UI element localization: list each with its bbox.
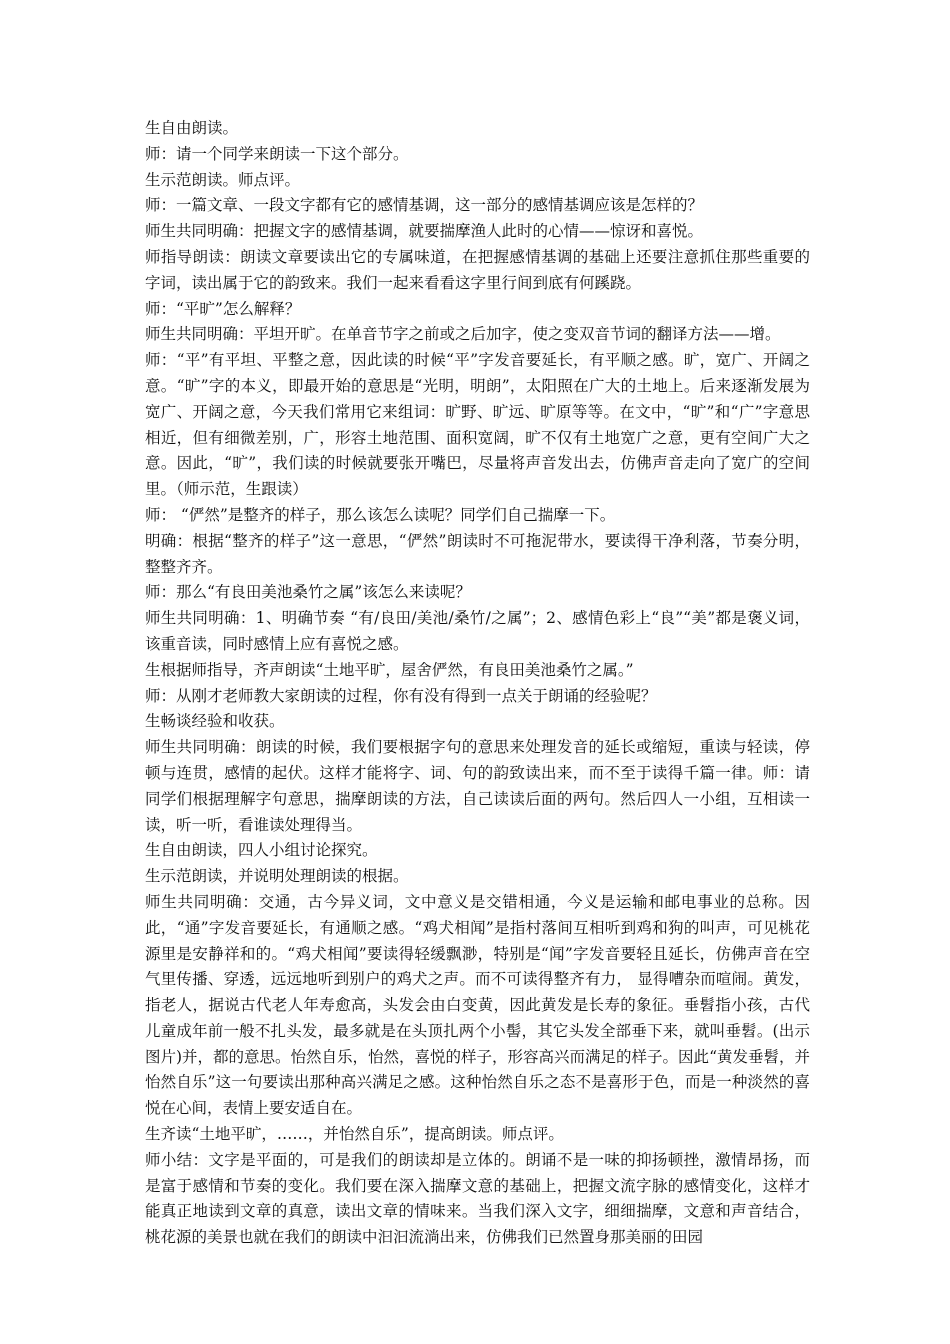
- paragraph: 师生共同明确：平坦开旷。在单音节字之前或之后加字，使之变双音节词的翻译方法——增。: [145, 325, 781, 344]
- paragraph: 师：“平”有平坦、平整之意，因此读的时候“平”字发音要延长，有平顺之感。旷，宽广、开阔之意。“旷”字的本义，即最开始的意思是“光明，明朗”，太阳照在广大的土地上。后来逐渐发展为宽广、开阔之意，今天我们常用它来组词：旷野、旷远、旷原等等。在文中，“旷”和“广”字意思相近，但有细微差别，广，形容土地范围、面积宽阔，旷不仅有土地宽广之意，更有空间广大之意。因此，“旷”，我们读的时候就要张开嘴巴，尽量将声音发出去，仿佛声音走向了宽广的空间里。（师示范，生跟读）: [145, 351, 810, 499]
- paragraph: 生根据师指导，齐声朗读“土地平旷，屋舍俨然，有良田美池桑竹之属。”: [145, 660, 634, 679]
- paragraph: 生示范朗读。师点评。: [145, 170, 301, 189]
- paragraph: 师： “俨然”是整齐的样子，那么该怎么读呢？同学们自己揣摩一下。: [145, 505, 616, 524]
- paragraph: 生齐读“土地平旷，……，并怡然自乐”，提高朗读。师点评。: [145, 1125, 564, 1144]
- paragraph: 生自由朗读，四人小组讨论探究。: [145, 841, 378, 860]
- paragraph: 师生共同明确：1、明确节奏 “有/良田/美池/桑竹/之属”；2、感情色彩上“良”“美”都是褒义词，该重音读，同时感情上应有喜悦之感。: [145, 609, 810, 653]
- paragraph: 师指导朗读：朗读文章要读出它的专属味道，在把握感情基调的基础上还要注意抓住那些重要的字词，读出属于它的韵致来。我们一起来看看这字里行间到底有何蹊跷。: [145, 247, 810, 292]
- paragraph: 明确：根据“整齐的样子”这一意思，“俨然”朗读时不可拖泥带水，要读得干净利落，节奏分明，整整齐齐。: [145, 531, 810, 576]
- paragraph: 师生共同明确：朗读的时候，我们要根据字句的意思来处理发音的延长或缩短，重读与轻读，停顿与连贯，感情的起伏。这样才能将字、词、句的韵致读出来，而不至于读得千篇一律。师：请同学们根据理解字句意思，揣摩朗读的方法，自己读读后面的两句。然后四人一小组，互相读一读，听一听，看谁读处理得当。: [145, 738, 810, 834]
- paragraph: 生自由朗读。: [145, 119, 239, 137]
- paragraph: 师：从刚才老师教大家朗读的过程，你有没有得到一点关于朗诵的经验呢？: [145, 686, 657, 705]
- paragraph: 师生共同明确：交通，古今异义词，文中意义是交错相通，今义是运输和邮电事业的总称。因此，“通”字发音要延长，有通顺之感。“鸡犬相闻”是指村落间互相听到鸡和狗的叫声，可见桃花源里是安静祥和的。“鸡犬相闻”要读得轻缓飘渺，特别是“闻”字发音要轻且延长，仿佛声音在空气里传播、穿透，远远地听到别户的鸡犬之声。而不可读得整齐有力， 显得嘈杂而喧闹。黄发，指老人，据说古代老人年寿愈高，头发会由白变黄，因此黄发是长寿的象征。垂髫指小孩，古代儿童成年前一般不扎头发，最多就是在头顶扎两个小髻，其它头发全部垂下来，就叫垂髫。(出示图片)并，都的意思。怡然自乐，怡然，喜悦的样子，形容高兴而满足的样子。因此“黄发垂髫，并怡然自乐”这一句要读出那种高兴满足之感。这种怡然自乐之态不是喜形于色，而是一种淡然的喜悦在心间，表情上要安适自在。: [145, 892, 810, 1118]
- paragraph: 师：一篇文章、一段文字都有它的感情基调，这一部分的感情基调应该是怎样的？: [145, 196, 704, 215]
- paragraph: 师生共同明确：把握文字的感情基调，就要揣摩渔人此时的心情——惊讶和喜悦。: [145, 222, 704, 241]
- paragraph: 师：请一个同学来朗读一下这个部分。: [145, 144, 409, 163]
- paragraph: 师：“平旷”怎么解释？: [145, 299, 301, 318]
- paragraph: 师：那么“有良田美池桑竹之属”该怎么来读呢？: [145, 583, 471, 602]
- paragraph: 生畅谈经验和收获。: [145, 712, 285, 731]
- paragraph: 生示范朗读，并说明处理朗读的根据。: [145, 867, 409, 886]
- paragraph: 师小结：文字是平面的，可是我们的朗读却是立体的。朗诵不是一味的抑扬顿挫，激情昂扬，而是富于感情和节奏的变化。我们要在深入揣摩文意的基础上，把握文流字脉的感情变化，这样才能真正地读到文章的真意，读出文章的情味来。当我们深入文字，细细揣摩，文意和声音结合，桃花源的美景也就在我们的朗读中汩汩流淌出来，仿佛我们已然置身那美丽的田园: [145, 1150, 810, 1247]
- document-body: [145, 116, 810, 1251]
